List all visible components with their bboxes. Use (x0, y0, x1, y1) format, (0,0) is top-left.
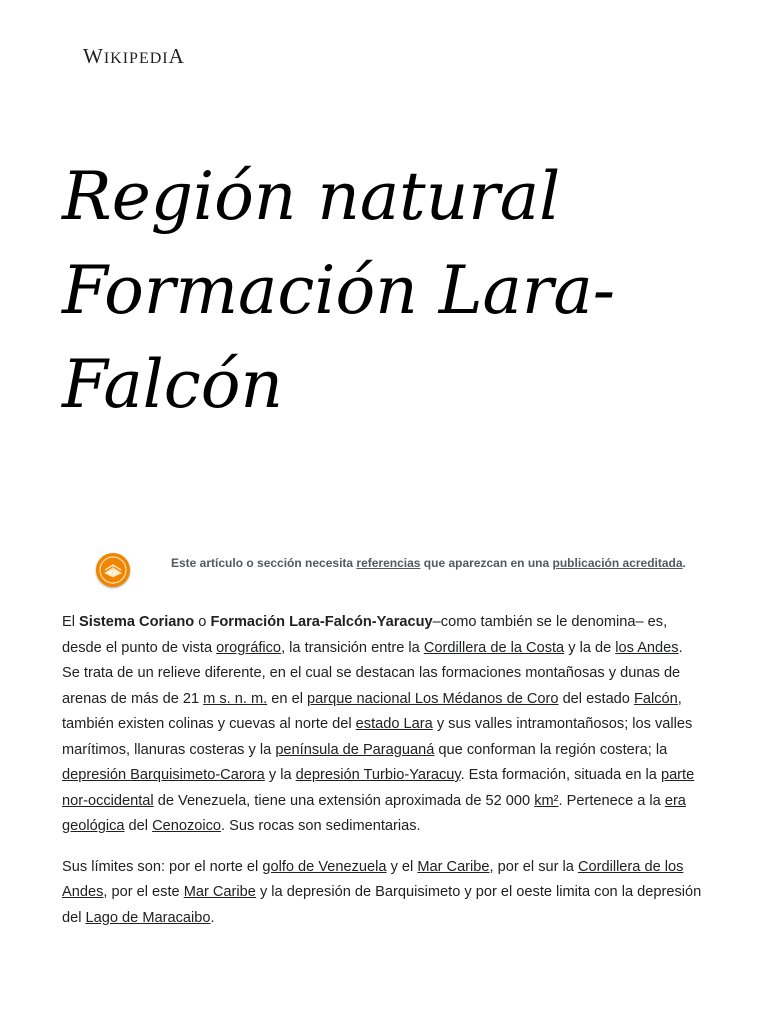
link-cordillera-de-los-andes[interactable]: Cordillera de los Andes (62, 858, 684, 900)
wordmark-w: W (83, 44, 104, 68)
notice-text-part: que aparezcan en una (420, 556, 553, 570)
text: , por el este (103, 884, 184, 900)
text: . Sus rocas son sedimentarias. (221, 818, 421, 834)
link-publicacion-acreditada[interactable]: publicación acreditada (552, 556, 683, 570)
link-cordillera-de-la-costa[interactable]: Cordillera de la Costa (423, 639, 565, 656)
link-depresion-barquisimeto[interactable]: depresión Barquisimeto-Carora (62, 767, 265, 783)
wikipedia-wordmark[interactable] (83, 44, 185, 69)
paragraph-1 (62, 610, 702, 840)
link-lago-de-maracaibo[interactable]: Lago de Maracaibo (85, 909, 211, 926)
link-los-andes[interactable]: los Andes (615, 639, 679, 656)
link-peninsula-paraguana[interactable]: península de Paraguaná (275, 741, 435, 758)
paragraph-2 (62, 855, 702, 932)
text: , por el sur la (489, 858, 578, 875)
text: y el (386, 858, 418, 875)
page-title: Región natural Formación Lara-Falcón (62, 158, 616, 423)
link-golfo-de-venezuela[interactable]: golfo de Venezuela (262, 858, 387, 875)
text: y la de (564, 639, 616, 656)
text: –como también se le denomina– es, desde el punto de vista (62, 614, 668, 656)
link-msnm[interactable]: m s. n. m. (203, 690, 268, 707)
article-body (62, 610, 702, 946)
link-mar-caribe-2[interactable]: Mar Caribe (183, 884, 256, 900)
text: en el (267, 690, 307, 707)
text: y la depresión de Barquisimeto y por el oeste limita con la depresión del (62, 884, 702, 926)
text: . Esta formación, situada en la (460, 767, 661, 783)
link-mar-caribe[interactable]: Mar Caribe (417, 858, 490, 875)
references-notice (96, 550, 716, 590)
link-estado-lara[interactable]: estado Lara (355, 716, 433, 732)
link-referencias[interactable]: referencias (356, 556, 421, 570)
link-orografico[interactable]: orográfico (216, 639, 282, 656)
link-era-geologica[interactable]: era geológica (62, 792, 686, 834)
text: que conforman la región costera; la (434, 741, 668, 758)
bold-term-sistema-coriano: Sistema Coriano (79, 614, 195, 630)
text: de Venezuela, tiene una extensión aproximada de 52 000 (153, 792, 535, 809)
notice-text-part: Este artículo o sección necesita (171, 556, 357, 570)
link-parte-nor-occidental[interactable]: parte nor-occidental (62, 767, 695, 809)
text: del (124, 818, 153, 834)
wordmark-a: A (168, 44, 185, 68)
book-icon (96, 553, 130, 587)
text: . Se trata de un relieve diferente, en el cual se destacan las formaciones montañosas y dunas de arenas de más de 21 (62, 639, 683, 707)
text: Sus límites son: por el norte el (62, 858, 263, 875)
link-falcon[interactable]: Falcón (633, 690, 678, 707)
link-depresion-turbio[interactable]: depresión Turbio-Yaracuy (295, 767, 461, 783)
text: y la (264, 767, 296, 783)
wordmark-middle: IKIPEDI (103, 50, 169, 67)
text: El (62, 614, 80, 630)
text: y sus valles intramontañosos; los valles marítimos, llanuras costeras y la (62, 716, 693, 758)
link-cenozoico[interactable]: Cenozoico (152, 818, 222, 834)
bold-term-formacion: Formación Lara-Falcón-Yaracuy (210, 614, 433, 630)
text: . (210, 909, 215, 926)
text: o (194, 614, 211, 630)
text: del estado (558, 690, 634, 707)
text: . Pertenece a la (558, 792, 665, 809)
text: , la transición entre la (281, 639, 424, 656)
notice-text (171, 555, 716, 571)
link-km2[interactable]: km² (534, 792, 559, 809)
notice-text-part: . (682, 556, 686, 570)
text: , también existen colinas y cuevas al norte del (62, 690, 682, 732)
link-parque-medanos[interactable]: parque nacional Los Médanos de Coro (307, 690, 559, 707)
